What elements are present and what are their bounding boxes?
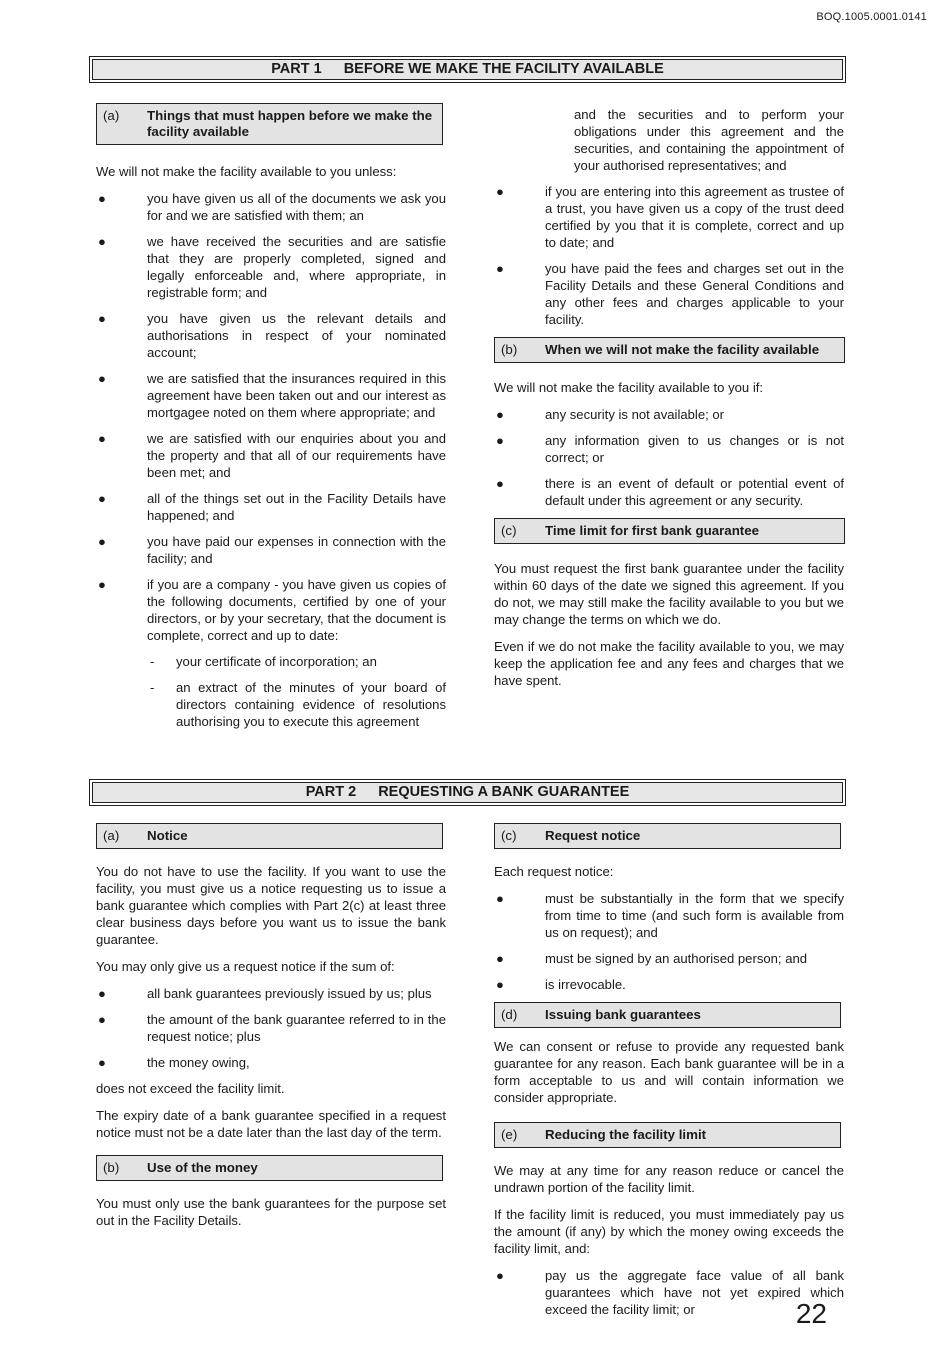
- list-item: ● we are satisfied with our enquiries about you and the property and that all of our requirements have been met; and: [98, 431, 446, 480]
- section-2a-paragraph-1: You do not have to use the facility. If you want to use the facility, you must give us a notice requesting us to issue a bank guarantee which complies with Part 2(c) at least three clear business days before you want us to issue the bank guarantee.: [96, 864, 446, 947]
- part1-number: PART 1: [271, 61, 322, 77]
- section-1a-list-continued: [494, 183, 844, 328]
- page-number: 22: [795, 1298, 827, 1329]
- sub-list-item: - your certificate of incorporation; an: [150, 654, 377, 669]
- section-1a-intro: We will not make the facility available to you unless:: [96, 164, 397, 179]
- list-item: ● the amount of the bank guarantee referred to in the request notice; plus: [98, 1012, 446, 1044]
- section-2b-paragraph-1: You must only use the bank guarantees for the purpose set out in the Facility Details.: [96, 1196, 446, 1228]
- section-1a-sublist: [96, 653, 446, 730]
- section-2e-paragraph-2: If the facility limit is reduced, you must immediately pay us the amount (if any) by which the money owing exceeds the facility limit, and:: [494, 1207, 844, 1256]
- part2-title: REQUESTING A BANK GUARANTEE: [378, 784, 630, 800]
- section-heading-2a: (a) Notice: [96, 823, 443, 849]
- section-heading-1a: (a) Things that must happen before we make the facility available: [96, 103, 443, 145]
- section-heading-1c: (c) Time limit for first bank guarantee: [494, 518, 845, 544]
- list-item: ● must be substantially in the form that we specify from time to time (and such form is available from us on request); and: [496, 891, 844, 940]
- list-item: ● you have paid our expenses in connection with the facility; and: [98, 534, 446, 566]
- list-item: ● is irrevocable.: [496, 977, 626, 992]
- list-item: ● if you are a company - you have given us copies of the following documents, certified by one of your directors, or by your secretary, that the document is complete, correct and up to date:: [98, 577, 446, 643]
- list-item: ● you have paid the fees and charges set out in the Facility Details and these General Conditions and any other fees and charges applicable to your facility.: [496, 261, 844, 327]
- section-1a-continued: and the securities and to perform your obligations under this agreement and the securities, and containing the appointment of your authorised representatives; and: [574, 107, 844, 173]
- section-1a-list: [96, 190, 446, 644]
- list-item: ● any security is not available; or: [496, 407, 725, 422]
- list-item: ● we are satisfied that the insurances required in this agreement have been taken out and our interest as mortgagee noted on them where appropriate; and: [98, 371, 446, 420]
- list-item: ● you have given us the relevant details and authorisations in respect of your nominated account;: [98, 311, 446, 360]
- part1-right-column: [494, 106, 844, 699]
- list-item: ● pay us the aggregate face value of all bank guarantees which have not yet expired which exceed the facility limit; or: [496, 1268, 844, 1317]
- list-item: ● all of the things set out in the Facility Details have happened; and: [98, 491, 446, 523]
- list-item: ● any information given to us changes or is not correct; or: [496, 433, 844, 465]
- section-heading-2c: (c) Request notice: [494, 823, 841, 849]
- part2-heading: [89, 779, 846, 806]
- sub-list-item: - an extract of the minutes of your board of directors containing evidence of resolutions authorising you to execute this agreement: [150, 680, 446, 729]
- list-item: ● all bank guarantees previously issued by us; plus: [98, 986, 432, 1001]
- section-heading-1b: (b) When we will not make the facility available: [494, 337, 845, 363]
- list-item: ● you have given us all of the documents we ask you for and we are satisfied with them; an: [98, 191, 446, 223]
- section-1b-intro: We will not make the facility available to you if:: [494, 380, 764, 395]
- list-item: ● must be signed by an authorised person; and: [496, 951, 808, 966]
- document-reference: BOQ.1005.0001.0141: [816, 11, 927, 23]
- section-2d-paragraph-1: We can consent or refuse to provide any requested bank guarantee for any reason. Each bank guarantee will be in a form acceptable to us and will contain information we consider appropriate.: [494, 1039, 844, 1105]
- section-heading-2b: (b) Use of the money: [96, 1155, 443, 1181]
- section-2a-paragraph-4: The expiry date of a bank guarantee specified in a request notice must not be a date later than the last day of the term.: [96, 1108, 446, 1140]
- section-2c-list: [494, 890, 844, 993]
- section-2e-paragraph-1: We may at any time for any reason reduce or cancel the undrawn portion of the facility limit.: [494, 1163, 844, 1195]
- list-item: ● if you are entering into this agreement as trustee of a trust, you have given us a copy of the trust deed certified by you that it is complete, correct and up to date; and: [496, 184, 844, 250]
- list-item: ● the money owing,: [98, 1055, 250, 1070]
- section-heading-2e: (e) Reducing the facility limit: [494, 1122, 841, 1148]
- list-item: ● we have received the securities and are satisfie that they are properly completed, signed and legally enforceable and, where appropriate, in registrable form; and: [98, 234, 446, 300]
- part2-right-column: [494, 823, 844, 1327]
- part1-title: BEFORE WE MAKE THE FACILITY AVAILABLE: [343, 61, 664, 77]
- section-2e-list: [494, 1267, 844, 1318]
- section-2c-intro: Each request notice:: [494, 864, 614, 879]
- section-1b-list: [494, 406, 844, 509]
- list-item: ● there is an event of default or potential event of default under this agreement or any security.: [496, 476, 844, 508]
- section-2a-list: [96, 985, 446, 1071]
- part2-left-column: [96, 823, 446, 1239]
- section-heading-2d: (d) Issuing bank guarantees: [494, 1002, 841, 1028]
- part2-number: PART 2: [305, 784, 357, 800]
- part1-heading: [89, 56, 846, 83]
- section-1c-paragraph-2: Even if we do not make the facility available to you, we may keep the application fee and any fees and charges that we have spent.: [494, 639, 844, 688]
- section-1c-paragraph-1: You must request the first bank guarantee under the facility within 60 days of the date we signed this agreement. If you do not, we may still make the facility available to you but we may change the terms on which we do.: [494, 561, 844, 627]
- section-2a-paragraph-2: You may only give us a request notice if the sum of:: [96, 959, 395, 974]
- part1-left-column: [96, 103, 446, 739]
- section-2a-paragraph-3: does not exceed the facility limit.: [96, 1081, 285, 1096]
